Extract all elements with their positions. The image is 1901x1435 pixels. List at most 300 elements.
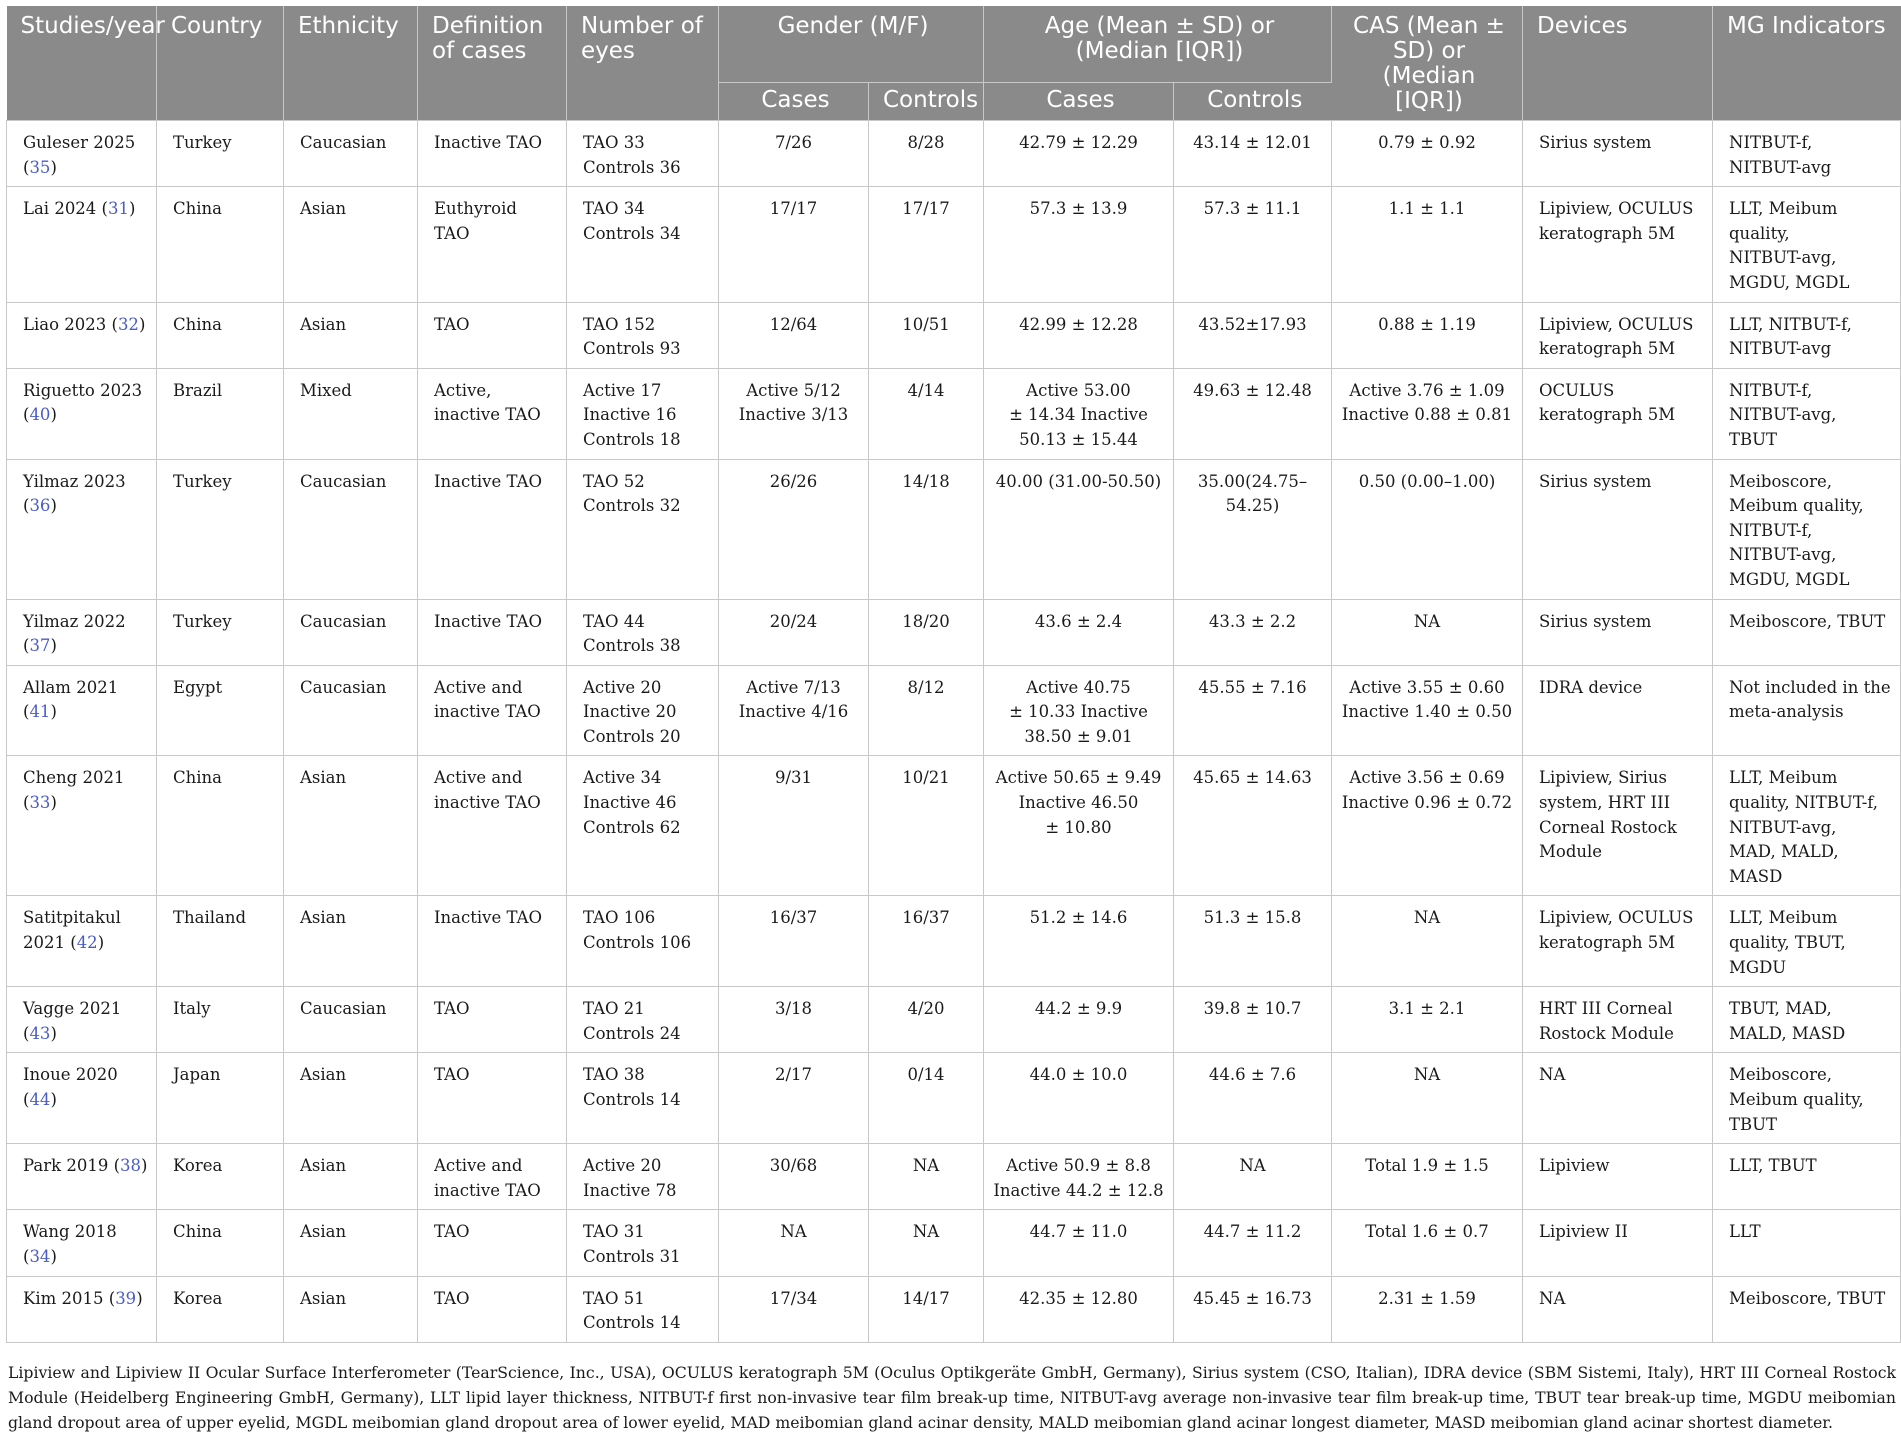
age-controls-cell	[1174, 665, 1332, 756]
eyes-cell-text: TAO 33 Controls 36	[583, 133, 681, 177]
definition-cell	[418, 1053, 567, 1144]
gender-cases-cell-text: 7/26	[774, 133, 813, 152]
gender-controls-cell-text: 17/17	[902, 199, 950, 219]
age-cases-cell-text: 44.7 ± 11.0	[1029, 1222, 1128, 1242]
age-controls-cell-text: 45.65 ± 14.63	[1193, 768, 1312, 788]
age-controls-cell	[1174, 1210, 1332, 1276]
gender-cases-cell	[719, 1276, 869, 1342]
country-cell-text: Turkey	[173, 471, 232, 491]
mg-indicators-cell-text: Meiboscore, Meibum quality, NITBUT-f, NITBUT-avg, MGDU, MGDL	[1729, 471, 1864, 589]
definition-cell	[418, 459, 567, 599]
devices-cell-text: Lipiview, OCULUS keratograph 5M	[1539, 199, 1694, 243]
age-cases-cell-text: Active 50.9 ± 8.8 Inactive 44.2 ± 12.8	[993, 1156, 1164, 1200]
devices-cell-text: Lipiview, OCULUS keratograph 5M	[1539, 314, 1694, 359]
gender-cases-cell	[719, 987, 869, 1053]
devices-cell	[1523, 121, 1713, 187]
age-controls-cell	[1174, 756, 1332, 896]
eyes-cell-text: TAO 34 Controls 34	[583, 199, 681, 243]
eyes-cell-text: TAO 51 Controls 14	[583, 1288, 681, 1333]
cas-cell-text: 1.1 ± 1.1	[1388, 199, 1466, 219]
study-cell: Cheng 2021 (33)	[7, 756, 157, 896]
age-cases-cell	[984, 896, 1174, 987]
cas-cell-text: NA	[1413, 908, 1441, 928]
devices-cell-text: Lipiview, Sirius system, HRT III Corneal Rostock Module	[1539, 768, 1677, 862]
mg-indicators-cell	[1713, 1210, 1901, 1276]
gender-controls-cell	[869, 1053, 984, 1144]
eyes-cell-text: TAO 152 Controls 93	[583, 314, 681, 359]
ethnicity-cell-text: Asian	[300, 1288, 347, 1308]
country-cell	[157, 1144, 284, 1210]
age-controls-cell	[1174, 1053, 1332, 1144]
gender-controls-cell-text: 16/37	[902, 908, 950, 928]
ethnicity-cell-text: Caucasian	[300, 133, 387, 152]
devices-cell	[1523, 187, 1713, 302]
devices-cell	[1523, 368, 1713, 459]
eyes-cell-text: TAO 44 Controls 38	[583, 611, 681, 656]
country-cell	[157, 665, 284, 756]
definition-cell	[418, 368, 567, 459]
study-cell: Guleser 2025 (35)	[7, 121, 157, 187]
eyes-cell-text: TAO 52 Controls 32	[583, 471, 681, 516]
mg-indicators-cell	[1713, 302, 1901, 368]
eyes-cell	[567, 1053, 719, 1144]
mg-indicators-cell	[1713, 187, 1901, 302]
devices-cell-text: Sirius system	[1539, 471, 1652, 491]
country-cell	[157, 187, 284, 302]
age-controls-cell-text: 39.8 ± 10.7	[1203, 999, 1302, 1019]
header-gender-cases: Cases	[719, 83, 869, 121]
study-cell-text: Liao 2023	[23, 314, 107, 334]
age-controls-cell-text: 43.52±17.93	[1198, 314, 1307, 334]
country-cell	[157, 756, 284, 896]
definition-cell-text: Inactive TAO	[434, 471, 543, 491]
gender-controls-cell-text: 10/21	[902, 768, 950, 788]
header-ethnicity: Ethnicity	[284, 6, 418, 121]
country-cell	[157, 599, 284, 665]
ethnicity-cell	[284, 1276, 418, 1342]
ethnicity-cell-text: Asian	[300, 1222, 347, 1242]
definition-cell-text: TAO	[434, 1222, 470, 1242]
ethnicity-cell-text: Mixed	[300, 380, 352, 400]
cas-cell	[1332, 459, 1523, 599]
ethnicity-cell	[284, 665, 418, 756]
mg-indicators-cell-text: Meiboscore, TBUT	[1729, 1288, 1886, 1308]
table-row	[7, 368, 1901, 459]
country-cell-text: Egypt	[173, 677, 223, 697]
country-cell	[157, 302, 284, 368]
age-cases-cell	[984, 1210, 1174, 1276]
header-devices: Devices	[1523, 6, 1713, 121]
definition-cell	[418, 599, 567, 665]
devices-cell-text: Sirius system	[1539, 133, 1652, 152]
ethnicity-cell-text: Asian	[300, 768, 347, 788]
eyes-cell	[567, 368, 719, 459]
gender-cases-cell-text: 26/26	[769, 471, 818, 491]
age-cases-cell	[984, 187, 1174, 302]
definition-cell-text: TAO	[434, 314, 470, 334]
devices-cell	[1523, 1053, 1713, 1144]
definition-cell-text: Euthyroid TAO	[434, 199, 517, 243]
definition-cell-text: Active and inactive TAO	[434, 768, 541, 813]
country-cell	[157, 1210, 284, 1276]
mg-indicators-cell-text: Not included in the meta-analysis	[1729, 677, 1891, 722]
reference-link[interactable]: 40	[29, 405, 51, 425]
cas-cell	[1332, 599, 1523, 665]
age-cases-cell-text: 51.2 ± 14.6	[1029, 908, 1128, 928]
cas-cell-text: Total 1.9 ± 1.5	[1365, 1156, 1489, 1176]
age-cases-cell	[984, 459, 1174, 599]
gender-controls-cell	[869, 459, 984, 599]
study-cell: Riguetto 2023 (40)	[7, 368, 157, 459]
study-cell-text: Kim 2015	[23, 1288, 104, 1308]
age-controls-cell	[1174, 459, 1332, 599]
study-cell-text: Lai 2024	[23, 199, 97, 219]
cas-cell-text: 3.1 ± 2.1	[1388, 999, 1466, 1019]
gender-cases-cell-text: 17/34	[769, 1288, 818, 1308]
gender-controls-cell	[869, 756, 984, 896]
gender-controls-cell-text: NA	[912, 1156, 940, 1176]
mg-indicators-cell-text: TBUT, MAD, MALD, MASD	[1729, 999, 1846, 1043]
cas-cell-text: Active 3.76 ± 1.09 Inactive 0.88 ± 0.81	[1341, 380, 1513, 425]
gender-controls-cell-text: NA	[912, 1222, 940, 1242]
devices-cell-text: Lipiview, OCULUS keratograph 5M	[1539, 908, 1694, 953]
mg-indicators-cell-text: NITBUT-f, NITBUT-avg	[1729, 133, 1832, 177]
gender-cases-cell-text: 9/31	[774, 768, 813, 788]
definition-cell-text: Active, inactive TAO	[434, 380, 541, 425]
devices-cell	[1523, 1276, 1713, 1342]
eyes-cell	[567, 987, 719, 1053]
study-cell-text: Riguetto 2023	[23, 380, 143, 400]
devices-cell-text: Lipiview II	[1539, 1222, 1628, 1242]
gender-cases-cell-text: 12/64	[769, 314, 818, 334]
header-age-controls: Controls	[1174, 83, 1332, 121]
country-cell-text: China	[173, 768, 222, 788]
header-mg-indicators: MG Indicators	[1713, 6, 1901, 121]
age-controls-cell-text: 51.3 ± 15.8	[1203, 908, 1302, 928]
devices-cell-text: Sirius system	[1539, 611, 1652, 631]
gender-controls-cell	[869, 368, 984, 459]
gender-cases-cell	[719, 1144, 869, 1210]
eyes-cell-text: TAO 31 Controls 31	[583, 1222, 681, 1266]
eyes-cell	[567, 1210, 719, 1276]
age-cases-cell	[984, 1276, 1174, 1342]
eyes-cell-text: Active 34 Inactive 46 Controls 62	[583, 768, 681, 837]
mg-indicators-cell	[1713, 121, 1901, 187]
cas-cell	[1332, 756, 1523, 896]
age-cases-cell-text: Active 53.00 ± 14.34 Inactive 50.13 ± 15.44	[1009, 380, 1148, 449]
age-cases-cell	[984, 599, 1174, 665]
gender-controls-cell	[869, 302, 984, 368]
devices-cell-text: OCULUS keratograph 5M	[1539, 380, 1676, 425]
country-cell-text: Brazil	[173, 380, 223, 400]
study-cell: Satitpitakul 2021 (42)	[7, 896, 157, 987]
study-cell-text: Wang 2018	[23, 1222, 117, 1242]
devices-cell	[1523, 896, 1713, 987]
age-cases-cell-text: 57.3 ± 13.9	[1029, 199, 1128, 219]
cas-cell-text: Active 3.55 ± 0.60 Inactive 1.40 ± 0.50	[1341, 677, 1513, 722]
age-controls-cell-text: NA	[1239, 1156, 1266, 1176]
age-controls-cell	[1174, 187, 1332, 302]
ethnicity-cell	[284, 1053, 418, 1144]
cas-cell-text: NA	[1413, 1065, 1441, 1085]
cas-cell	[1332, 1210, 1523, 1276]
age-cases-cell	[984, 368, 1174, 459]
age-controls-cell	[1174, 896, 1332, 987]
definition-cell-text: TAO	[434, 1065, 470, 1085]
age-cases-cell-text: 44.2 ± 9.9	[1034, 999, 1123, 1019]
definition-cell-text: TAO	[434, 1288, 470, 1308]
gender-cases-cell-text: 2/17	[774, 1065, 813, 1085]
table-row	[7, 665, 1901, 756]
study-cell-text: Park 2019	[23, 1156, 109, 1176]
country-cell-text: Korea	[173, 1156, 223, 1176]
gender-controls-cell	[869, 1144, 984, 1210]
header-studies: Studies/year	[7, 6, 157, 121]
age-cases-cell	[984, 665, 1174, 756]
eyes-cell	[567, 459, 719, 599]
mg-indicators-cell-text: LLT	[1729, 1222, 1761, 1242]
mg-indicators-cell-text: Meiboscore, TBUT	[1729, 611, 1886, 631]
gender-controls-cell-text: 4/14	[907, 380, 945, 400]
ethnicity-cell-text: Asian	[300, 199, 347, 219]
eyes-cell-text: TAO 38 Controls 14	[583, 1065, 681, 1109]
age-controls-cell-text: 49.63 ± 12.48	[1193, 380, 1312, 400]
study-cell: Liao 2023 (32)	[7, 302, 157, 368]
gender-cases-cell	[719, 1053, 869, 1144]
reference-link[interactable]: 32	[117, 314, 139, 334]
ethnicity-cell	[284, 1144, 418, 1210]
gender-cases-cell	[719, 121, 869, 187]
age-cases-cell-text: Active 50.65 ± 9.49 Inactive 46.50 ± 10.80	[995, 768, 1162, 837]
age-cases-cell	[984, 1053, 1174, 1144]
definition-cell-text: Inactive TAO	[434, 133, 543, 152]
eyes-cell	[567, 1276, 719, 1342]
ethnicity-cell	[284, 187, 418, 302]
table-row	[7, 987, 1901, 1053]
table-header	[7, 6, 1901, 121]
definition-cell-text: Inactive TAO	[434, 908, 543, 928]
header-gender: Gender (M/F)	[719, 6, 984, 83]
gender-controls-cell	[869, 187, 984, 302]
ethnicity-cell	[284, 896, 418, 987]
devices-cell	[1523, 459, 1713, 599]
devices-cell-text: HRT III Corneal Rostock Module	[1539, 999, 1674, 1043]
eyes-cell-text: Active 17 Inactive 16 Controls 18	[583, 380, 681, 449]
reference-link[interactable]: 39	[115, 1288, 137, 1308]
table-row	[7, 1053, 1901, 1144]
mg-indicators-cell-text: NITBUT-f, NITBUT-avg, TBUT	[1729, 380, 1837, 449]
definition-cell	[418, 896, 567, 987]
age-controls-cell-text: 43.14 ± 12.01	[1193, 133, 1312, 152]
cas-cell	[1332, 665, 1523, 756]
study-cell: Allam 2021 (41)	[7, 665, 157, 756]
country-cell	[157, 121, 284, 187]
country-cell-text: China	[173, 1222, 222, 1242]
country-cell-text: Turkey	[173, 611, 232, 631]
age-cases-cell-text: Active 40.75 ± 10.33 Inactive 38.50 ± 9.01	[1009, 677, 1148, 746]
eyes-cell-text: TAO 21 Controls 24	[583, 999, 681, 1043]
reference-link[interactable]: 31	[108, 199, 129, 219]
country-cell	[157, 1276, 284, 1342]
ethnicity-cell	[284, 459, 418, 599]
age-cases-cell	[984, 1144, 1174, 1210]
study-cell-text: Yilmaz 2023	[23, 471, 126, 491]
country-cell	[157, 987, 284, 1053]
eyes-cell	[567, 665, 719, 756]
age-cases-cell-text: 42.79 ± 12.29	[1019, 133, 1138, 152]
cas-cell	[1332, 368, 1523, 459]
gender-cases-cell	[719, 1210, 869, 1276]
gender-cases-cell	[719, 665, 869, 756]
mg-indicators-cell	[1713, 665, 1901, 756]
table-footnote: Lipiview and Lipiview II Ocular Surface Interferometer (TearScience, Inc., USA), OCULUS keratograph 5M (Oculus Optikgeräte GmbH, Germany), Sirius system (CSO, Italian), IDRA device (SBM Sistemi, Italy), HRT III Corneal Rostock Module (Heidelberg Engineering GmbH, Germany), LLT lipid layer thickness, NITBUT-f first non-invasive tear film break-up time, NITBUT-avg average non-invasive tear film break-up time, TBUT tear break-up time, MGDU meibomian gland dropout area of upper eyelid, MGDL meibomian gland dropout area of lower eyelid, MAD meibomian gland acinar density, MALD meibomian gland acinar longest diameter, MASD meibomian gland acinar shortest diameter.	[8, 1362, 1896, 1432]
header-country: Country	[157, 6, 284, 121]
reference-link[interactable]: 35	[29, 157, 51, 177]
gender-controls-cell	[869, 121, 984, 187]
devices-cell-text: NA	[1539, 1065, 1566, 1085]
reference-link[interactable]: 33	[29, 793, 51, 813]
ethnicity-cell	[284, 599, 418, 665]
eyes-cell	[567, 187, 719, 302]
age-controls-cell	[1174, 368, 1332, 459]
cas-cell-text: 0.50 (0.00–1.00)	[1358, 471, 1496, 491]
gender-controls-cell-text: 8/12	[907, 677, 945, 697]
study-cell-text: Guleser 2025	[23, 133, 136, 152]
gender-cases-cell	[719, 599, 869, 665]
reference-link[interactable]: 34	[29, 1246, 51, 1266]
cas-cell	[1332, 187, 1523, 302]
devices-cell	[1523, 665, 1713, 756]
age-controls-cell-text: 44.7 ± 11.2	[1203, 1222, 1302, 1242]
gender-controls-cell	[869, 1210, 984, 1276]
country-cell	[157, 368, 284, 459]
cas-cell	[1332, 1144, 1523, 1210]
devices-cell	[1523, 302, 1713, 368]
country-cell-text: Turkey	[173, 133, 232, 152]
age-cases-cell	[984, 756, 1174, 896]
reference-link[interactable]: 44	[29, 1090, 51, 1109]
definition-cell-text: Active and inactive TAO	[434, 1156, 541, 1200]
gender-controls-cell	[869, 1276, 984, 1342]
gender-cases-cell-text: 3/18	[774, 999, 813, 1019]
cas-cell-text: 0.79 ± 0.92	[1378, 133, 1476, 152]
eyes-cell	[567, 1144, 719, 1210]
devices-cell	[1523, 1144, 1713, 1210]
devices-cell-text: Lipiview	[1539, 1156, 1610, 1176]
definition-cell	[418, 187, 567, 302]
country-cell-text: China	[173, 314, 222, 334]
mg-indicators-cell-text: LLT, NITBUT-f, NITBUT-avg	[1729, 314, 1852, 359]
table-row	[7, 187, 1901, 302]
mg-indicators-cell	[1713, 368, 1901, 459]
age-cases-cell-text: 44.0 ± 10.0	[1029, 1065, 1128, 1085]
ethnicity-cell-text: Caucasian	[300, 471, 387, 491]
gender-controls-cell	[869, 665, 984, 756]
reference-link[interactable]: 37	[29, 636, 51, 656]
reference-link[interactable]: 42	[76, 933, 98, 953]
mg-indicators-cell	[1713, 1053, 1901, 1144]
gender-cases-cell	[719, 187, 869, 302]
ethnicity-cell-text: Caucasian	[300, 677, 387, 697]
devices-cell	[1523, 599, 1713, 665]
ethnicity-cell-text: Caucasian	[300, 999, 387, 1019]
gender-controls-cell-text: 0/14	[907, 1065, 945, 1085]
header-number-of-eyes: Number of eyes	[567, 6, 719, 121]
study-cell-text: Vagge 2021	[23, 999, 122, 1019]
devices-cell-text: IDRA device	[1539, 677, 1643, 697]
age-cases-cell	[984, 987, 1174, 1053]
definition-cell	[418, 1276, 567, 1342]
header-definition: Definition of cases	[418, 6, 567, 121]
age-controls-cell-text: 57.3 ± 11.1	[1203, 199, 1302, 219]
table-row	[7, 896, 1901, 987]
header-age-cases: Cases	[984, 83, 1174, 121]
country-cell-text: China	[173, 199, 222, 219]
header-cas: CAS (Mean ± SD) or (Median [IQR])	[1332, 6, 1523, 121]
devices-cell-text: NA	[1539, 1288, 1566, 1308]
age-controls-cell-text: 35.00(24.75– 54.25)	[1197, 471, 1308, 516]
table-body	[7, 121, 1901, 1343]
gender-controls-cell	[869, 896, 984, 987]
reference-link[interactable]: 43	[29, 1023, 51, 1043]
mg-indicators-cell-text: Meiboscore, Meibum quality, TBUT	[1729, 1065, 1864, 1134]
ethnicity-cell	[284, 1210, 418, 1276]
study-cell-text: Cheng 2021	[23, 768, 125, 788]
studies-table	[6, 6, 1901, 1343]
country-cell	[157, 896, 284, 987]
age-controls-cell	[1174, 987, 1332, 1053]
ethnicity-cell	[284, 121, 418, 187]
devices-cell	[1523, 987, 1713, 1053]
definition-cell	[418, 1210, 567, 1276]
age-controls-cell-text: 43.3 ± 2.2	[1208, 611, 1297, 631]
gender-controls-cell-text: 4/20	[907, 999, 945, 1019]
reference-link[interactable]: 36	[29, 496, 51, 516]
cas-cell	[1332, 896, 1523, 987]
eyes-cell	[567, 756, 719, 896]
age-cases-cell	[984, 302, 1174, 368]
table-container	[6, 6, 1900, 1435]
mg-indicators-cell	[1713, 896, 1901, 987]
mg-indicators-cell	[1713, 1144, 1901, 1210]
eyes-cell	[567, 302, 719, 368]
country-cell-text: Italy	[173, 999, 211, 1019]
definition-cell	[418, 302, 567, 368]
gender-cases-cell-text: 20/24	[769, 611, 818, 631]
gender-cases-cell-text: 16/37	[769, 908, 818, 928]
mg-indicators-cell-text: LLT, Meibum quality, TBUT, MGDU	[1729, 908, 1846, 977]
age-controls-cell	[1174, 121, 1332, 187]
reference-link[interactable]: 41	[29, 702, 51, 722]
ethnicity-cell-text: Asian	[300, 314, 347, 334]
table-row	[7, 1276, 1901, 1342]
gender-controls-cell-text: 10/51	[902, 314, 950, 334]
ethnicity-cell-text: Caucasian	[300, 611, 387, 631]
mg-indicators-cell	[1713, 599, 1901, 665]
gender-cases-cell	[719, 756, 869, 896]
ethnicity-cell-text: Asian	[300, 1065, 347, 1085]
table-row	[7, 1144, 1901, 1210]
eyes-cell	[567, 896, 719, 987]
definition-cell-text: Inactive TAO	[434, 611, 543, 631]
cas-cell-text: Active 3.56 ± 0.69 Inactive 0.96 ± 0.72	[1341, 768, 1513, 813]
mg-indicators-cell	[1713, 1276, 1901, 1342]
study-cell: Inoue 2020 (44)	[7, 1053, 157, 1144]
cas-cell	[1332, 121, 1523, 187]
reference-link[interactable]: 38	[120, 1156, 142, 1176]
gender-controls-cell	[869, 599, 984, 665]
gender-cases-cell-text: NA	[780, 1222, 807, 1242]
